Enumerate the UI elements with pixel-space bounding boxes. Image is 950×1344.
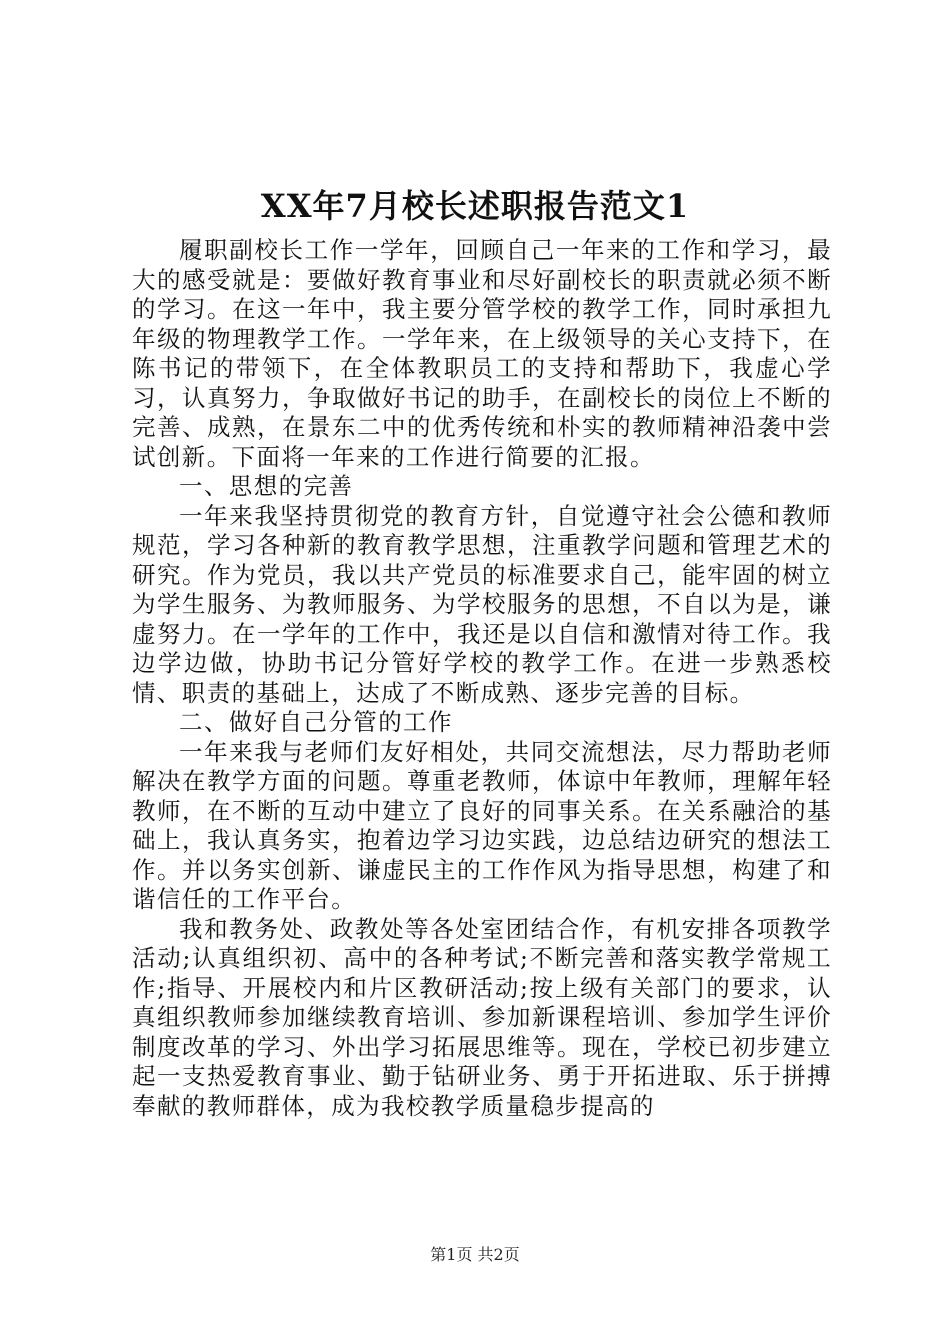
section-heading-1: 一、思想的完善 — [179, 472, 354, 500]
section-heading-2: 二、做好自己分管的工作 — [179, 708, 453, 736]
page-footer: 第1页 共2页 — [430, 1245, 520, 1264]
paragraph-intro: 履职副校长工作一学年，回顾自己一年来的工作和学习，最大的感受就是：要做好教育事业和尽好副校长的职责就必须不断的学习。在这一年中，我主要分管学校的教学工作，同时承担九年级的物理教学工作。一学年来，在上级领导的关心支持下，在陈书记的带领下，在全体教职员工的支持和帮助下，我虚心学习，认真努力，争取做好书记的助手，在副校长的岗位上不断的完善、成熟，在景东二中的优秀传统和朴实的教师精神沿袭中尝试创新。下面将一年来的工作进行简要的汇报。 — [132, 236, 832, 471]
paragraph-work-1: 一年来我与老师们友好相处，共同交流想法，尽力帮助老师解决在教学方面的问题。尊重老教师，体谅中年教师，理解年轻教师，在不断的互动中建立了良好的同事关系。在关系融洽的基础上，我认真务实，抱着边学习边实践，边总结边研究的想法工作。并以务实创新、谦虚民主的工作作风为指导思想，构建了和谐信任的工作平台。 — [132, 737, 832, 913]
document-body — [132, 236, 832, 1121]
paragraph-thought: 一年来我坚持贯彻党的教育方针，自觉遵守社会公德和教师规范，学习各种新的教育教学思想，注重教学问题和管理艺术的研究。作为党员，我以共产党员的标准要求自己，能牢固的树立为学生服务、为教师服务、为学校服务的思想，不自以为是，谦虚努力。在一学年的工作中，我还是以自信和激情对待工作。我边学边做，协助书记分管好学校的教学工作。在进一步熟悉校情、职责的基础上，达成了不断成熟、逐步完善的目标。 — [132, 501, 832, 707]
paragraph-work-2: 我和教务处、政教处等各处室团结合作，有机安排各项教学活动;认真组织初、高中的各种考试;不断完善和落实教学常规工作;指导、开展校内和片区教研活动;按上级有关部门的要求，认真组织教师参加继续教育培训、参加新课程培训、参加学生评价制度改革的学习、外出学习拓展思维等。现在，学校已初步建立起一支热爱教育事业、勤于钻研业务、勇于开拓进取、乐于拼搏奉献的教师群体，成为我校教学质量稳步提高的 — [132, 914, 832, 1120]
document-title: XX年7月校长述职报告范文1 — [260, 187, 690, 225]
